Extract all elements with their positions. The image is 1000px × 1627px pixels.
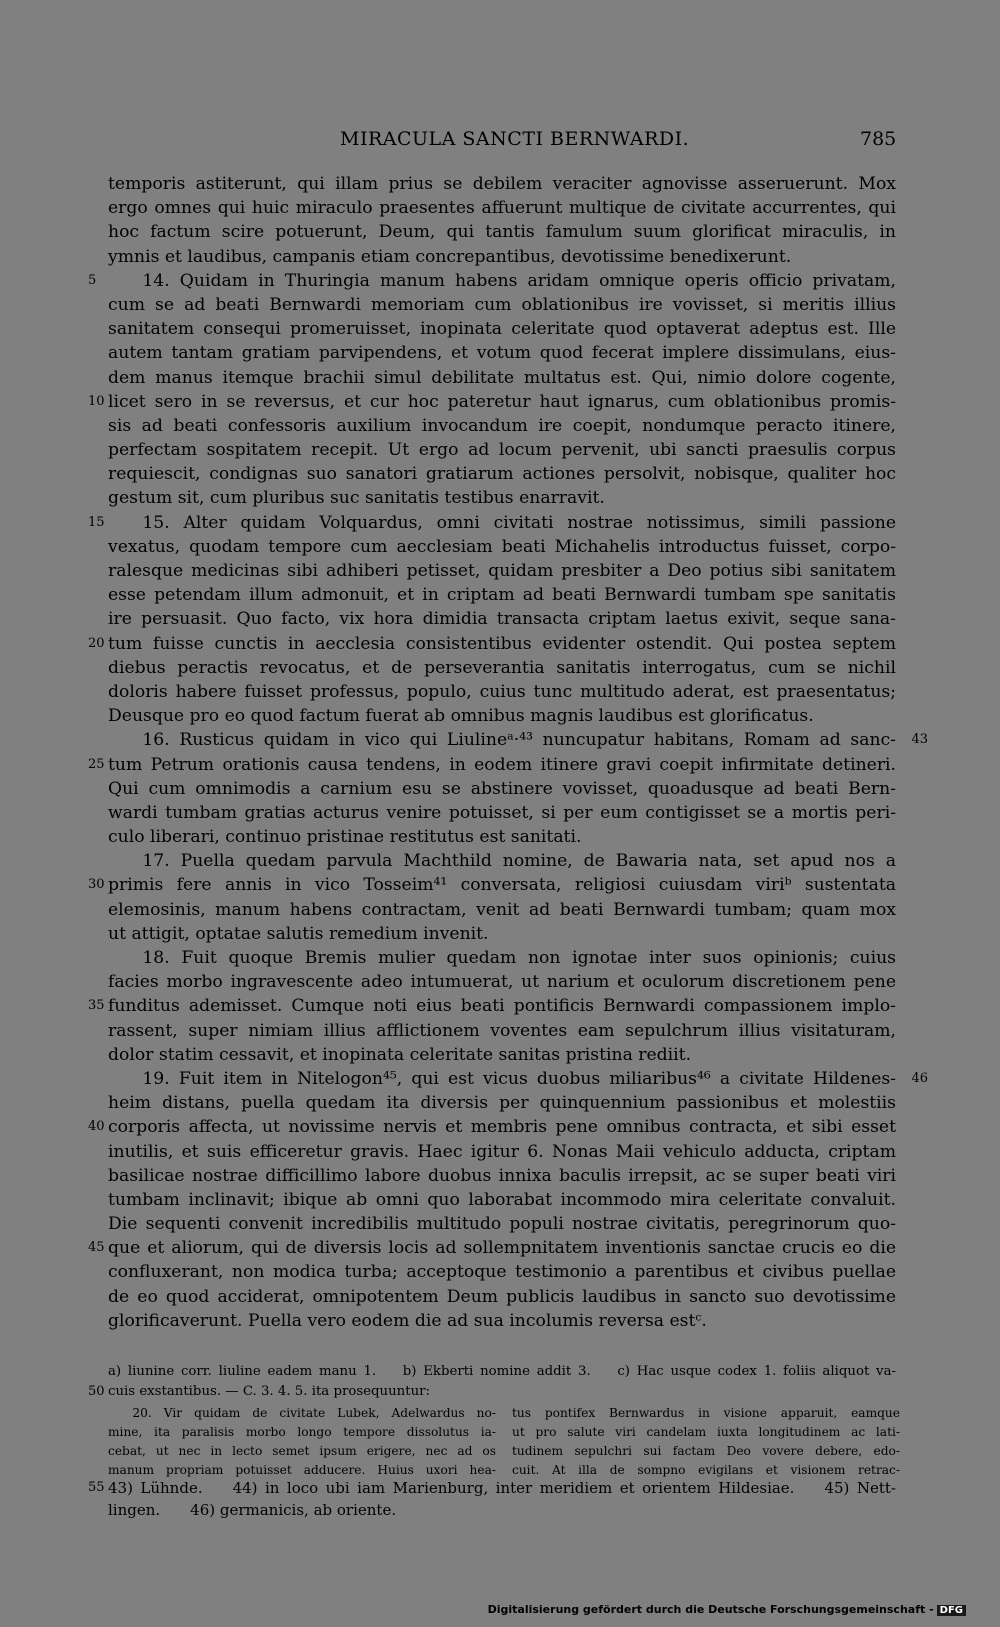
line-text: esse petendam illum admonuit, et in criptam ad beati Bernwardi tumbam spe sanitatis <box>108 585 896 606</box>
footnote-line: 20. Vir quidam de civitate Lubek, Adelwardus no- <box>108 1406 496 1420</box>
text-line <box>108 801 896 825</box>
line-number: 45 <box>88 1240 105 1256</box>
line-number: 30 <box>88 877 105 893</box>
text-line <box>108 1285 896 1309</box>
line-text: corporis affecta, ut novissime nervis et membris pene omnibus contracta, et sibi esset <box>108 1117 896 1138</box>
text-line <box>88 269 896 293</box>
line-text: primis fere annis in vico Tosseim⁴¹ conversata, religiosi cuiusdam viriᵇ sustentata <box>108 875 896 896</box>
line-text: 14. Quidam in Thuringia manum habens aridam omnique operis officio privatam, <box>108 270 896 291</box>
line-text: de eo quod acciderat, omnipotentem Deum publicis laudibus in sancto suo devotissime <box>108 1286 896 1307</box>
line-text: perfectam sospitatem recepit. Ut ergo ad locum pervenit, ubi sancti praesulis corpus <box>108 440 896 461</box>
text-line <box>108 825 896 849</box>
line-text: inutilis, et suis efficeretur gravis. Haec igitur 6. Nonas Maii vehiculo adducta, criptam <box>108 1141 896 1162</box>
line-text: cum se ad beati Bernwardi memoriam cum oblationibus ire vovisset, si meritis illius <box>108 294 896 315</box>
text-line <box>108 559 896 583</box>
line-number: 40 <box>88 1119 105 1135</box>
text-line <box>108 656 896 680</box>
text-line <box>88 632 896 656</box>
footnote-continuation <box>108 1404 900 1484</box>
text-line <box>108 245 896 269</box>
text-line <box>108 898 896 922</box>
text-line <box>88 1382 896 1402</box>
line-text: a) liunine corr. liuline eadem manu 1. b) Ekberti nomine addit 3. c) Hac usque codex 1. foliis aliquot va- <box>108 1364 896 1379</box>
footnote-line: cuit. At illa de sompno evigilans et visionem retrac- <box>512 1463 900 1477</box>
line-text: elemosinis, manum habens contractam, venit ad beati Bernwardi tumbam; quam mox <box>108 899 896 920</box>
line-text: que et aliorum, qui de diversis locis ad sollempnitatem inventionis sanctae crucis eo die <box>108 1238 896 1259</box>
text-line <box>108 1043 896 1067</box>
line-text: facies morbo ingravescente adeo intumuerat, ut narium et oculorum discretionem pene <box>108 972 896 993</box>
line-text: ralesque medicinas sibi adhiberi petisset, quidam presbiter a Deo potius sibi sanitatem <box>108 561 896 581</box>
text-line <box>108 1309 896 1333</box>
digitization-credit <box>488 1603 966 1616</box>
line-number: 15 <box>88 514 105 530</box>
text-line <box>108 704 896 728</box>
text-line <box>108 1188 896 1212</box>
line-text: ire persuasit. Quo facto, vix hora dimidia transacta criptam laetus exivit, seque sana- <box>108 609 896 630</box>
place-notes <box>88 1477 896 1521</box>
text-line <box>108 1260 896 1284</box>
text-line <box>108 1362 896 1382</box>
line-text: licet sero in se reversus, et cur hoc pateretur haut ignarus, cum oblationibus promis- <box>108 391 896 412</box>
line-text: hoc factum scire potuerunt, Deum, qui tantis famulum suum glorificat miraculis, in <box>108 222 896 243</box>
text-line <box>108 414 896 438</box>
text-line <box>108 1019 896 1043</box>
credit-text: Digitalisierung gefördert durch die Deutsche Forschungsgemeinschaft - <box>487 1603 934 1616</box>
footnote-line: cebat, ut nec in lecto semet ipsum erigere, nec ad os <box>108 1444 496 1458</box>
text-line <box>108 922 896 946</box>
line-text: wardi tumbam gratias acturus venire potuisset, si per eum contigisset se a mortis peri- <box>108 802 896 823</box>
line-number: 55 <box>88 1480 105 1495</box>
line-text: Deusque pro eo quod factum fuerat ab omnibus magnis laudibus est glorificatus. <box>108 706 814 727</box>
text-line <box>108 1212 896 1236</box>
text-line <box>108 220 896 244</box>
line-text: 43) Lühnde. 44) in loco ubi iam Marienburg, inter meridiem et orientem Hildesiae. 45) Nett- <box>108 1479 896 1497</box>
line-text: autem tantam gratiam parvipendens, et votum quod fecerat implere dissimulans, eius- <box>108 343 896 364</box>
text-line <box>108 1164 896 1188</box>
line-text: tum fuisse cunctis in aecclesia consistentibus evidenter ostendit. Qui postea septem <box>108 633 896 654</box>
line-text: sis ad beati confessoris auxilium invocandum ire coepit, nondumque peracto itinere, <box>108 415 896 436</box>
line-text: ut attigit, optatae salutis remedium invenit. <box>108 923 489 944</box>
text-line <box>88 1115 896 1139</box>
margin-note-number: 46 <box>911 1070 928 1086</box>
line-text: vexatus, quodam tempore cum aecclesiam beati Michahelis introductus fuisset, corpo- <box>108 536 896 557</box>
footnote-line: tudinem sepulchri sui factam Deo vovere debere, edo- <box>512 1444 900 1458</box>
text-line <box>108 777 896 801</box>
dfg-logo: DFG <box>937 1605 966 1616</box>
text-line <box>88 994 896 1018</box>
text-line <box>108 341 896 365</box>
margin-note-number: 43 <box>911 732 928 748</box>
text-line <box>108 728 928 752</box>
line-text: tumbam inclinavit; ibique ab omni quo laborabat incommodo mira celeritate convaluit. <box>108 1189 896 1210</box>
line-text: 16. Rusticus quidam in vico qui Liulineᵃ·⁴³ nuncupatur habitans, Romam ad sanc- <box>108 730 896 751</box>
line-text: ergo omnes qui huic miraculo praesentes affuerunt multique de civitate accurrentes, qui <box>108 198 896 219</box>
line-number: 20 <box>88 635 105 651</box>
line-text: Die sequenti convenit incredibilis multitudo populi nostrae civitatis, peregrinorum quo- <box>108 1214 896 1235</box>
text-line <box>108 583 896 607</box>
main-text <box>88 172 928 1333</box>
text-line <box>108 462 896 486</box>
text-line <box>88 390 896 414</box>
line-number: 10 <box>88 393 105 409</box>
running-title: MIRACULA SANCTI BERNWARDI. <box>340 128 690 150</box>
line-text: basilicae nostrae difficillimo labore duobus innixa baculis irrepsit, ac se super beati viri <box>108 1165 896 1186</box>
text-line <box>108 1091 896 1115</box>
line-text: requiescit, condignas suo sanatori gratiarum actiones persolvit, nobisque, qualiter hoc <box>108 464 896 485</box>
line-text: gestum sit, cum pluribus suc sanitatis testibus enarravit. <box>108 488 605 509</box>
page-header <box>0 128 1000 158</box>
line-text: 15. Alter quidam Volquardus, omni civitati nostrae notissimus, simili passione <box>108 512 896 533</box>
text-line <box>88 1477 896 1499</box>
text-line <box>108 849 896 873</box>
line-number: 25 <box>88 756 105 772</box>
text-line <box>88 1236 896 1260</box>
line-text: Qui cum omnimodis a carnium esu se abstinere vovisset, quoadusque ad beati Bern- <box>108 778 896 799</box>
text-line <box>108 1499 896 1521</box>
line-text: funditus ademisset. Cumque noti eius beati pontificis Bernwardi compassionem implo- <box>108 996 896 1017</box>
line-text: cuis exstantibus. — C. 3. 4. 5. ita prosequuntur: <box>108 1384 430 1399</box>
text-line <box>108 946 896 970</box>
page-number: 785 <box>860 128 897 150</box>
text-line <box>108 1067 928 1091</box>
line-text: sanitatem consequi promeruisset, inopinata celeritate quod optaverat adeptus est. Ille <box>108 319 896 340</box>
line-text: culo liberari, continuo pristinae restitutus est sanitati. <box>108 827 582 848</box>
text-line <box>108 172 896 196</box>
line-number: 35 <box>88 998 105 1014</box>
line-text: doloris habere fuisset professus, populo, cuius tunc multitudo aderat, est praesentatus; <box>108 681 896 702</box>
text-line <box>108 970 896 994</box>
text-line <box>108 535 896 559</box>
line-text: diebus peractis revocatus, et de perseverantia sanitatis interrogatus, cum se nichil <box>108 657 896 678</box>
footnote-line: tus pontifex Bernwardus in visione apparuit, eamque <box>512 1406 900 1420</box>
text-line <box>88 511 896 535</box>
text-line <box>88 753 896 777</box>
line-text: confluxerant, non modica turba; acceptoque testimonio a parentibus et civibus puellae <box>108 1262 896 1283</box>
line-text: 19. Fuit item in Nitelogon⁴⁵, qui est vicus duobus miliaribus⁴⁶ a civitate Hildenes- <box>108 1068 896 1089</box>
text-line <box>108 366 896 390</box>
footnote-line: mine, ita paralisis morbo longo tempore dissolutus ia- <box>108 1425 496 1439</box>
footnote-column-left <box>108 1404 496 1480</box>
footnote-line: manum propriam potuisset adducere. Huius uxori hea- <box>108 1463 496 1477</box>
text-line <box>108 607 896 631</box>
line-text: temporis astiterunt, qui illam prius se debilem veraciter agnovisse asseruerunt. Mox <box>108 174 896 194</box>
line-number: 5 <box>88 272 97 288</box>
line-text: ymnis et laudibus, campanis etiam concrepantibus, devotissime benedixerunt. <box>108 246 792 267</box>
line-text: dolor statim cessavit, et inopinata celeritate sanitas pristina rediit. <box>108 1044 692 1065</box>
line-text: lingen. 46) germanicis, ab oriente. <box>108 1501 397 1519</box>
footnote-column-right <box>512 1404 900 1480</box>
text-line <box>108 293 896 317</box>
text-line <box>108 486 896 510</box>
text-line <box>108 680 896 704</box>
line-text: rassent, super nimiam illius afflictionem voventes eam sepulchrum illius visitaturam, <box>108 1020 896 1041</box>
line-text: 17. Puella quedam parvula Machthild nomine, de Bawaria nata, set apud nos a <box>108 851 896 872</box>
footnotes <box>88 1362 900 1484</box>
line-text: tum Petrum orationis causa tendens, in eodem itinere gravi coepit infirmitate detineri. <box>108 754 896 775</box>
line-text: glorificaverunt. Puella vero eodem die ad sua incolumis reversa estᶜ. <box>108 1310 707 1331</box>
text-line <box>108 1140 896 1164</box>
line-text: dem manus itemque brachii simul debilitate multatus est. Qui, nimio dolore cogente, <box>108 367 896 388</box>
line-text: 18. Fuit quoque Bremis mulier quedam non ignotae inter suos opinionis; cuius <box>108 948 896 968</box>
text-line <box>108 196 896 220</box>
line-number: 50 <box>88 1384 105 1399</box>
footnote-line: ut pro salute viri candelam iuxta longitudinem ac lati- <box>512 1425 900 1439</box>
line-text: heim distans, puella quedam ita diversis per quinquennium passionibus et molestiis <box>108 1093 896 1114</box>
text-line <box>108 438 896 462</box>
text-line <box>108 317 896 341</box>
text-line <box>88 873 896 897</box>
